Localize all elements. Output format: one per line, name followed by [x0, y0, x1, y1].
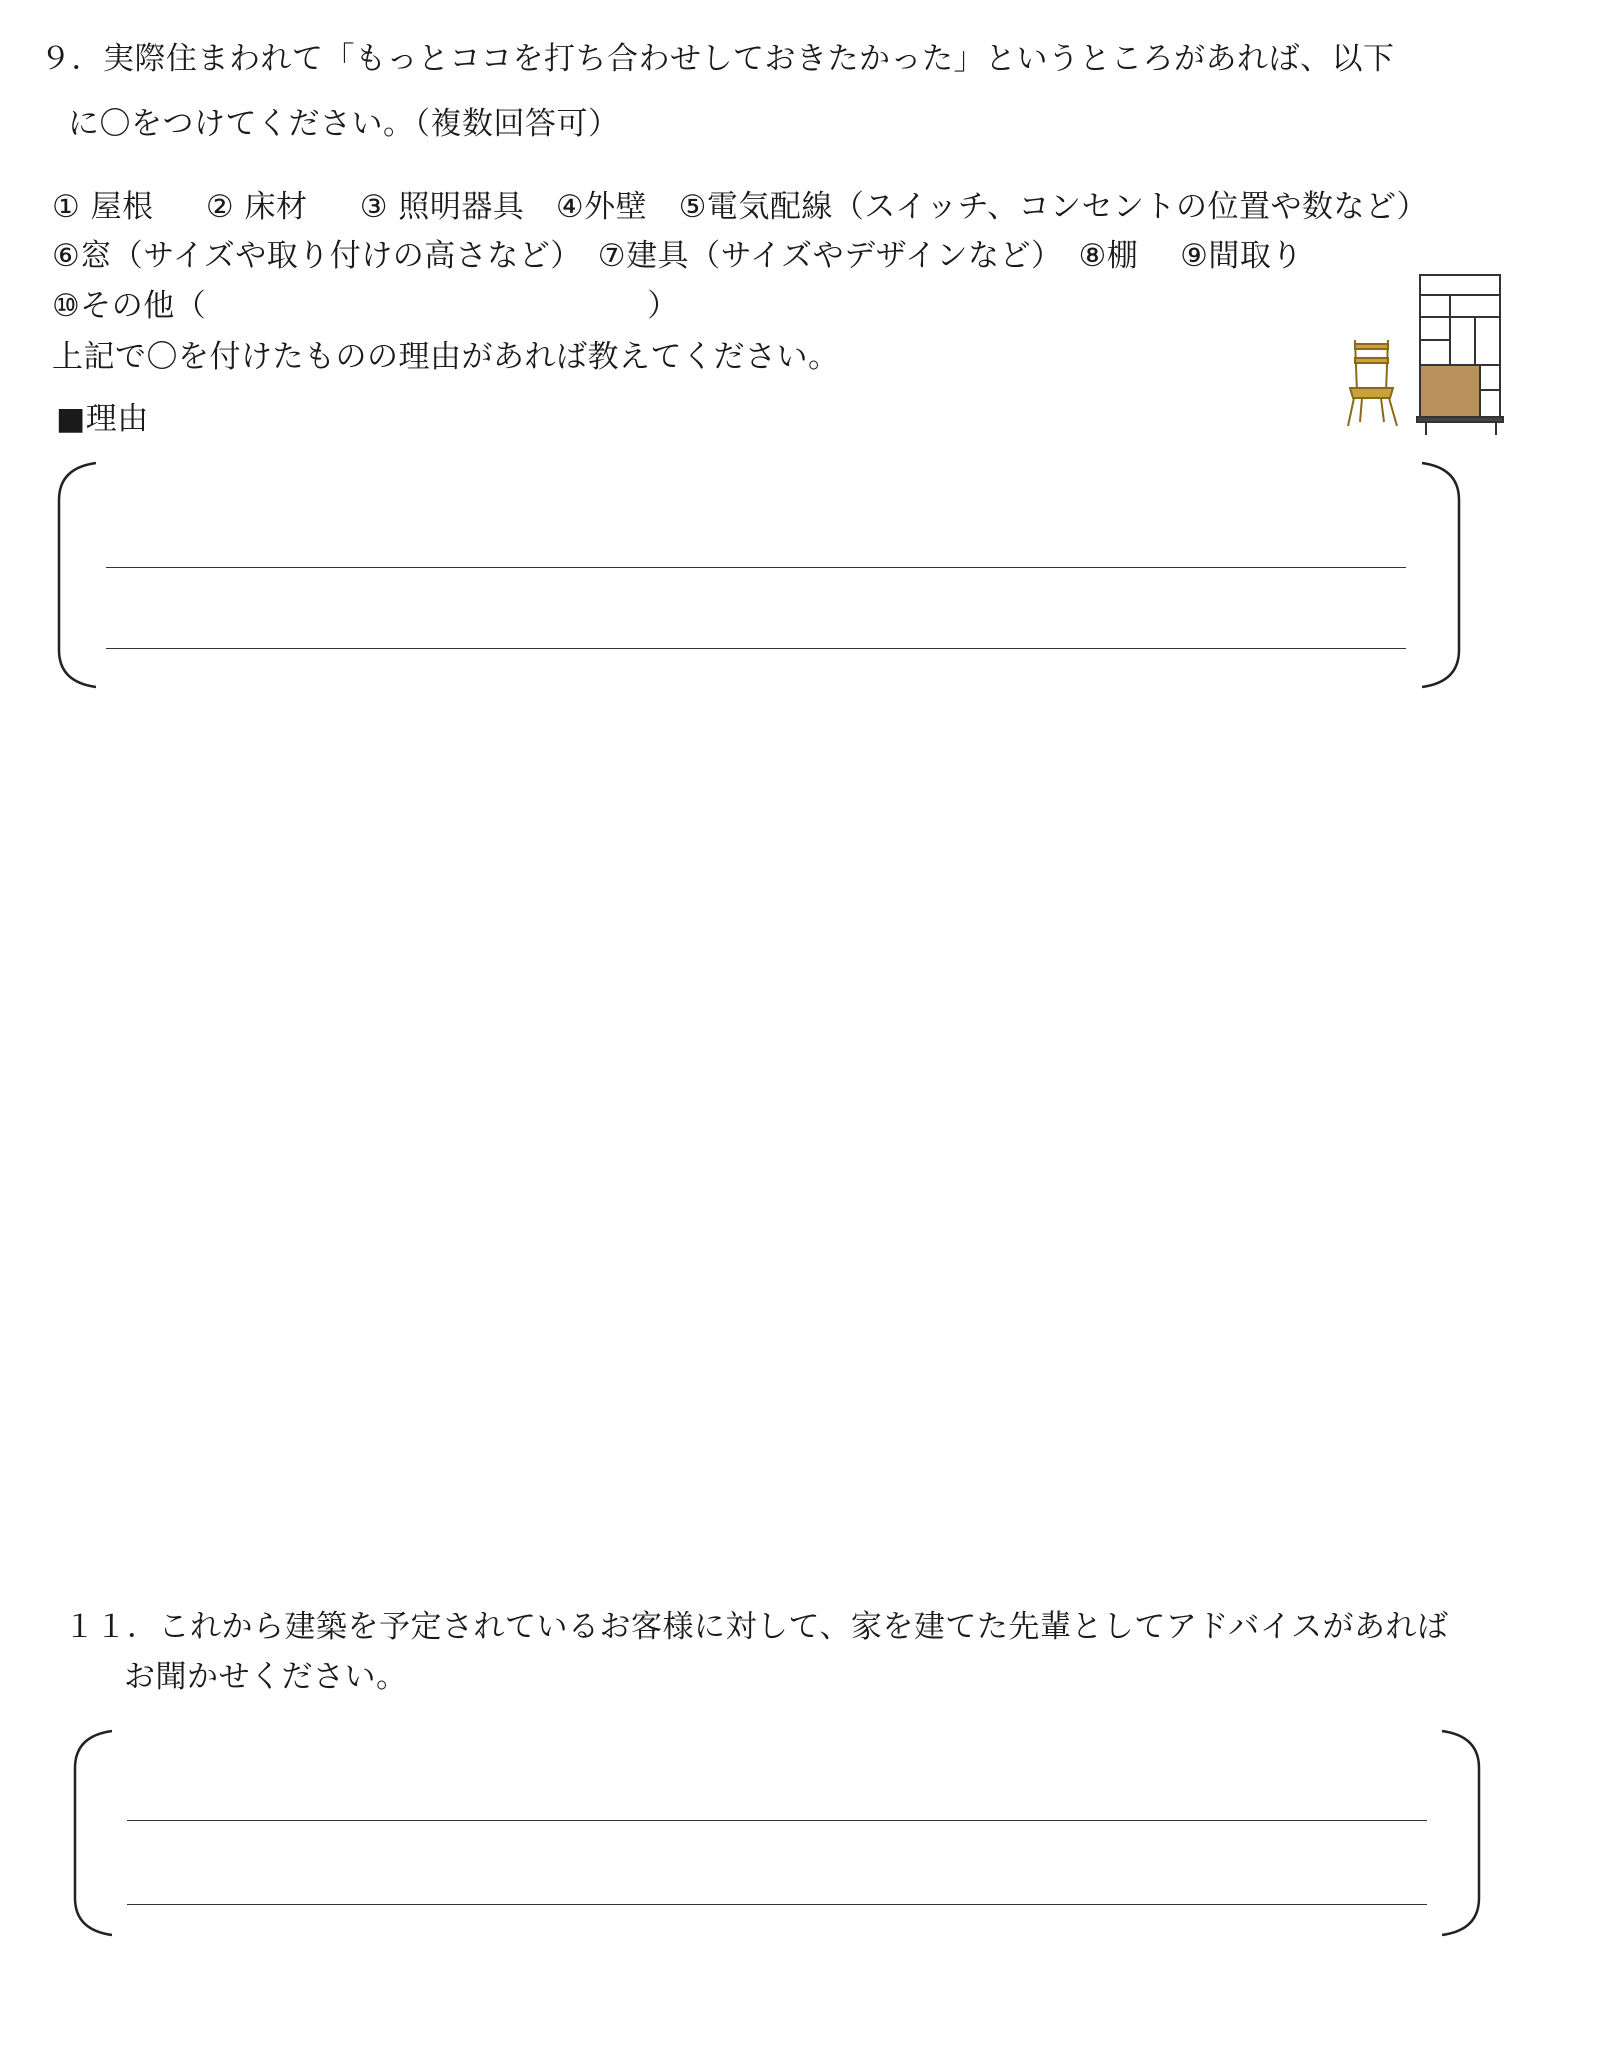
answer-line-2	[127, 1904, 1427, 1905]
chair-icon	[1348, 340, 1397, 426]
q9-reason-answer-box[interactable]	[56, 460, 1462, 690]
q9-options-row2: ⑥窓（サイズや取り付けの高さなど） ⑦建具（サイズやデザインなど） ⑧棚 ⑨間取り	[52, 238, 1303, 274]
q11-title-line1: １１．これから建築を予定されているお客様に対して、家を建てた先輩としてアドバイスがあれば	[64, 1609, 1449, 1645]
answer-line-1	[106, 567, 1406, 568]
q11-title-line2: お聞かせください。	[124, 1659, 408, 1695]
chair-and-bookshelf-illustration	[1340, 270, 1520, 445]
bracket-frame	[72, 1728, 1482, 1938]
answer-line-2	[106, 648, 1406, 649]
q9-reason-prompt: 上記で〇を付けたものの理由があれば教えてください。	[52, 339, 840, 375]
answer-line-1	[127, 1820, 1427, 1821]
q9-options-row1: ① 屋根 ② 床材 ③ 照明器具 ④外壁 ⑤電気配線（スイッチ、コンセントの位置や数など）	[52, 189, 1429, 225]
q9-options-row3: ⑩その他（ ）	[52, 288, 679, 324]
q9-reason-label: ■理由	[56, 401, 149, 437]
bracket-frame	[56, 460, 1462, 690]
q11-advice-answer-box[interactable]	[72, 1728, 1482, 1938]
q9-title-line2: に〇をつけてください。（複数回答可）	[68, 106, 620, 142]
bookshelf-icon	[1417, 275, 1503, 435]
q9-title-line1: ９．実際住まわれて「もっとココを打ち合わせしておきたかった」というところがあれば、以下	[40, 41, 1395, 77]
